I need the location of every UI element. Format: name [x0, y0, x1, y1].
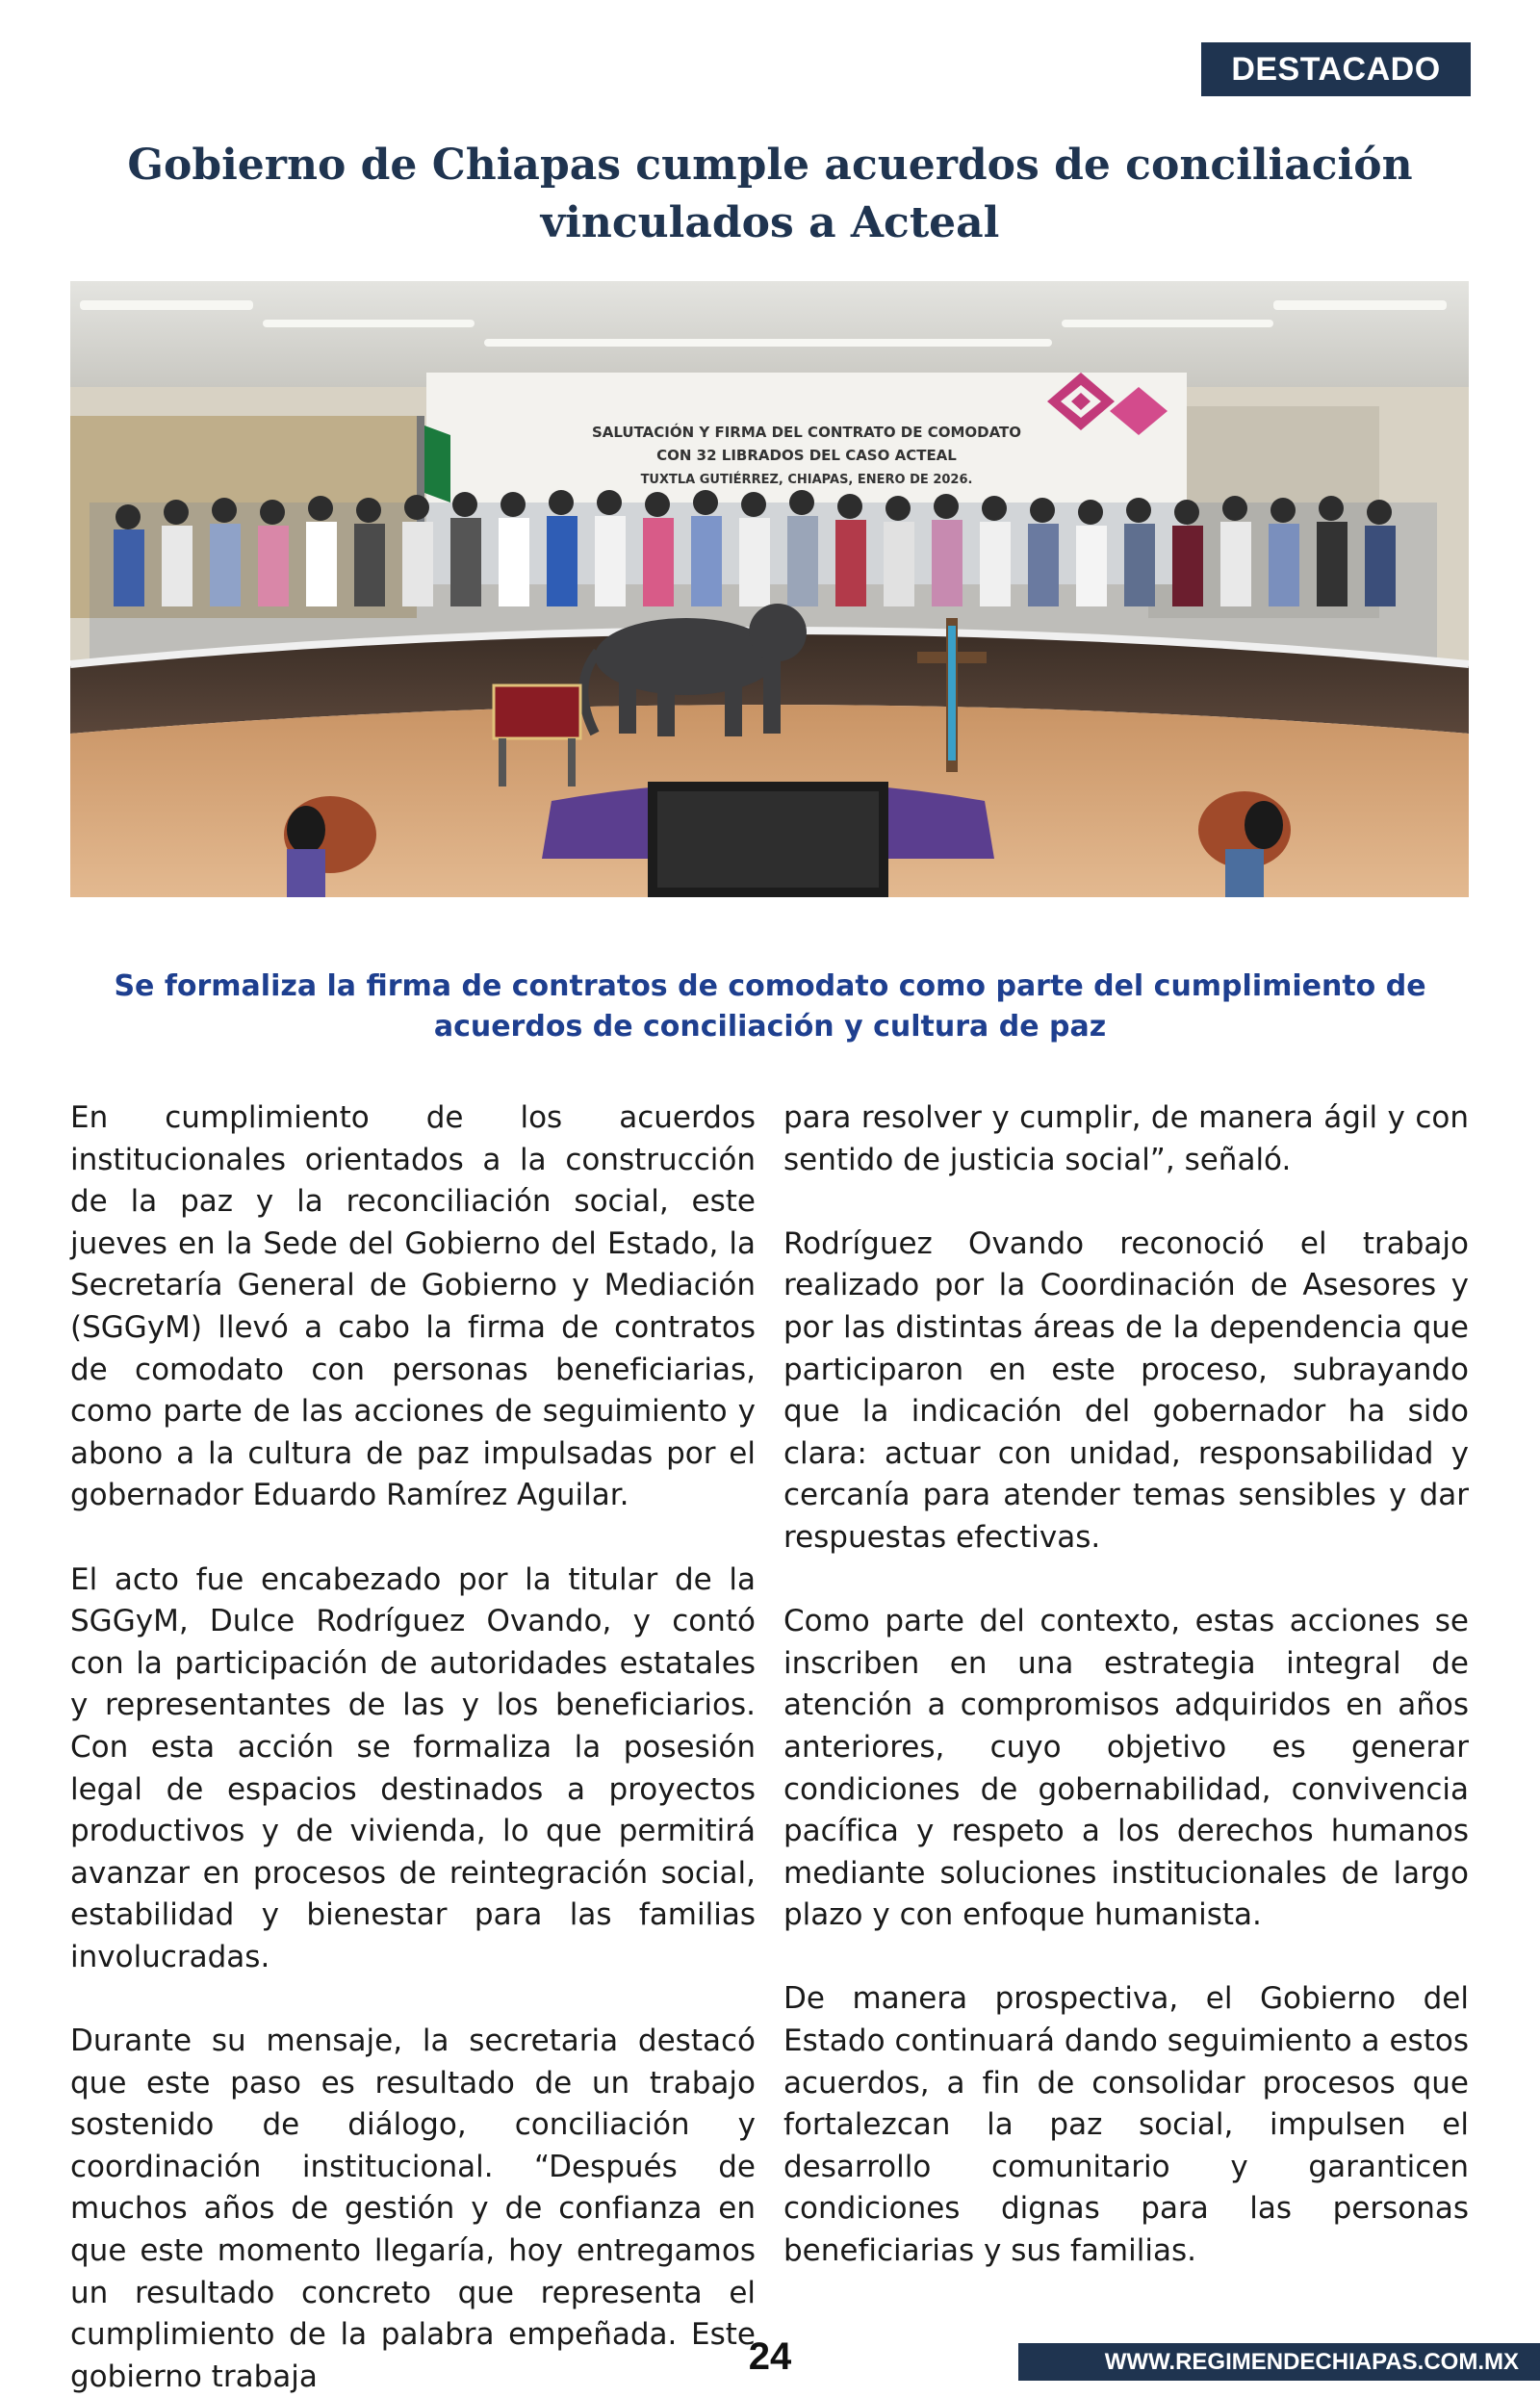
banner-line-2: CON 32 LIBRADOS DEL CASO ACTEAL: [656, 447, 957, 464]
banner-line-1: SALUTACIÓN Y FIRMA DEL CONTRATO DE COMODATO: [591, 424, 1022, 441]
article-column-left: [70, 1097, 756, 2398]
body-paragraph: El acto fue encabezado por la titular de la SGGyM, Dulce Rodríguez Ovando, y contó con la participación de autoridades estatales y representantes de las y los beneficiarios. Con esta acción se formaliza la posesión legal de espacios destinados a proyectos productivos y de vivienda, lo que permitirá avanzar en procesos de reintegración social, estabilidad y bienestar para las familias involucradas.: [70, 1561, 756, 1974]
website-link[interactable]: WWW.REGIMENDECHIAPAS.COM.MX: [1018, 2343, 1540, 2381]
body-paragraph: Como parte del contexto, estas acciones se inscriben en una estrategia integral de atención a compromisos adquiridos en años anteriores, cuyo objetivo es generar condiciones de gobernabilidad, convivencia pacífica y respeto a los derechos humanos mediante soluciones institucionales de largo plazo y con enfoque humanista.: [783, 1604, 1469, 1933]
body-paragraph: De manera prospectiva, el Gobierno del Estado continuará dando seguimiento a estos acuerdos, a fin de consolidar procesos que fortalezcan la paz social, impulsen el desarrollo comunitario y garanticen condiciones dignas para las personas beneficiarias y sus familias.: [783, 1981, 1469, 2269]
article-headline: Gobierno de Chiapas cumple acuerdos de conciliación vinculados a Acteal: [127, 141, 1413, 247]
article-column-right: [783, 1097, 1469, 2273]
body-paragraph: Durante su mensaje, la secretaria destacó que este paso es resultado de un trabajo sostenido de diálogo, conciliación y coordinación institucional. “Después de muchos años de gestión y de confianza en que este momento llegaría, hoy entregamos un resultado concreto que representa el cumplimiento de la palabra empeñada. Este gobierno trabaja: [70, 2024, 756, 2394]
body-paragraph: En cumplimiento de los acuerdos institucionales orientados a la construcción de la paz y la reconciliación social, este jueves en la Sede del Gobierno del Estado, la Secretaría General de Gobierno y Mediación (SGGyM) llevó a cabo la firma de contratos de comodato con personas beneficiarias, como parte de las acciones de seguimiento y abono a la cultura de paz impulsadas por el gobernador Eduardo Ramírez Aguilar.: [70, 1100, 756, 1513]
page-number: 24: [748, 2335, 792, 2378]
body-paragraph: para resolver y cumplir, de manera ágil y con sentido de justicia social”, señaló.: [783, 1100, 1469, 1177]
article-photo: [70, 281, 1469, 897]
article-subheadline: Se formaliza la firma de contratos de comodato como parte del cumplimiento de acuerdos de conciliación y cultura de paz: [114, 969, 1426, 1044]
banner-line-3: TUXTLA GUTIÉRREZ, CHIAPAS, ENERO DE 2026.: [640, 473, 973, 487]
body-paragraph: Rodríguez Ovando reconoció el trabajo realizado por la Coordinación de Asesores y por las distintas áreas de la dependencia que participaron en este proceso, subrayando que la indicación del gobernador ha sido clara: actuar con unidad, responsabilidad y cercanía para atender temas sensibles y dar respuestas efectivas.: [783, 1225, 1469, 1555]
section-tag: DESTACADO: [1201, 42, 1471, 96]
